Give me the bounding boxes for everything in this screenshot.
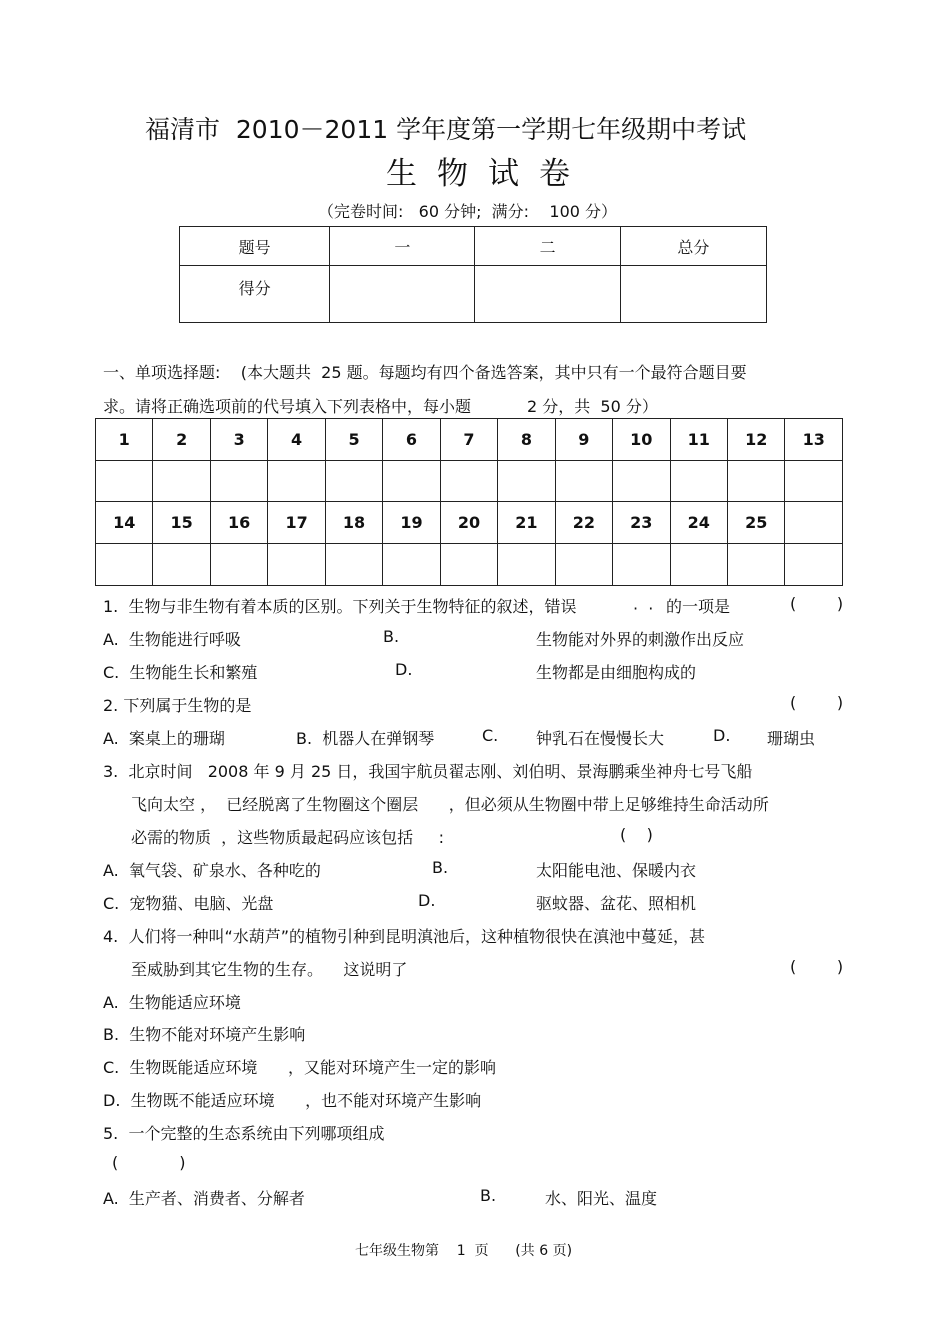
answer-number: 17 <box>268 502 325 544</box>
q5-option-b: 水、阳光、温度 <box>545 1189 658 1208</box>
q4-option-c: C. 生物既能适应环境 ，又能对环境产生一定的影响 <box>103 1058 496 1077</box>
q3-option-c: C. 宠物猫、电脑、光盘 <box>103 894 274 913</box>
answer-number: 23 <box>613 502 670 544</box>
q4-line1: 4. 人们将一种叫“水葫芦”的植物引种到昆明滇池后，这种植物很快在滇池中蔓延，甚 <box>103 927 706 946</box>
score-header-part1: 一 <box>330 227 475 266</box>
score-table <box>179 226 767 323</box>
answer-number: 11 <box>670 419 727 461</box>
q4-option-b: B. 生物不能对环境产生影响 <box>103 1025 306 1044</box>
section1-intro-line2: 求。请将正确选项前的代号填入下列表格中，每小题 2 分，共 50 分） <box>103 397 658 416</box>
q2-stem: 2. 下列属于生物的是 <box>103 696 252 715</box>
answer-table <box>95 418 843 586</box>
q1-option-d-label: D. <box>395 660 413 679</box>
answer-cell[interactable] <box>383 544 440 586</box>
answer-cell[interactable] <box>498 461 555 502</box>
q4-option-a: A. 生物能适应环境 <box>103 993 241 1012</box>
q2-option-d: 珊瑚虫 <box>767 729 816 748</box>
answer-cell[interactable] <box>268 461 325 502</box>
q5-bracket: ( ) <box>112 1153 186 1172</box>
q4-bracket: ( ) <box>790 957 844 976</box>
q3-option-b-label: B. <box>432 858 449 877</box>
answer-cell[interactable] <box>96 461 153 502</box>
score-cell[interactable] <box>475 266 620 323</box>
q1-option-d: 生物都是由细胞构成的 <box>536 663 697 682</box>
answer-number: 20 <box>440 502 497 544</box>
q1-option-a: A. 生物能进行呼吸 <box>103 630 241 649</box>
q5-stem: 5. 一个完整的生态系统由下列哪项组成 <box>103 1124 385 1143</box>
answer-cell[interactable] <box>210 461 267 502</box>
q3-option-b: 太阳能电池、保暖内衣 <box>536 861 697 880</box>
q2-option-b: B. 机器人在弹钢琴 <box>296 729 435 748</box>
answer-number: 2 <box>153 419 210 461</box>
q1-emphasis-dots: · · <box>633 599 654 618</box>
answer-cell[interactable] <box>670 461 727 502</box>
answer-cell[interactable] <box>785 544 843 586</box>
answer-cell[interactable] <box>96 544 153 586</box>
q1-option-b-label: B. <box>383 627 400 646</box>
exam-subtitle: 生物试卷 <box>386 156 590 192</box>
answer-number: 1 <box>96 419 153 461</box>
answer-number: 13 <box>785 419 843 461</box>
answer-cell[interactable] <box>210 544 267 586</box>
answer-cell[interactable] <box>555 461 612 502</box>
answer-cell[interactable] <box>613 461 670 502</box>
q2-option-a: A. 案桌上的珊瑚 <box>103 729 225 748</box>
score-header-total: 总分 <box>620 227 766 266</box>
section1-intro-line1: 一、单项选择题: (本大题共 25 题。每题均有四个备选答案，其中只有一个最符合题目要 <box>103 363 747 382</box>
q3-line2: 飞向太空 ， 已经脱离了生物圈这个圈层 ，但必须从生物圈中带上足够维持生命活动所 <box>131 795 769 814</box>
answer-cell[interactable] <box>727 461 784 502</box>
answer-number: 18 <box>325 502 382 544</box>
answer-number: 9 <box>555 419 612 461</box>
q5-option-a: A. 生产者、消费者、分解者 <box>103 1189 305 1208</box>
answer-number: 8 <box>498 419 555 461</box>
exam-title: 福清市 2010－2011 学年度第一学期七年级期中考试 <box>145 115 747 144</box>
q3-line3: 必需的物质 ，这些物质最起码应该包括 : <box>131 828 444 847</box>
q1-option-b: 生物能对外界的刺激作出反应 <box>536 630 745 649</box>
score-header-part2: 二 <box>475 227 620 266</box>
score-header-number: 题号 <box>180 227 330 266</box>
answer-cell[interactable] <box>325 544 382 586</box>
answer-number: 16 <box>210 502 267 544</box>
q2-bracket: ( ) <box>790 693 844 712</box>
answer-number: 14 <box>96 502 153 544</box>
q2-option-c: 钟乳石在慢慢长大 <box>536 729 665 748</box>
answer-number: 5 <box>325 419 382 461</box>
answer-number: 24 <box>670 502 727 544</box>
answer-number: 19 <box>383 502 440 544</box>
answer-cell[interactable] <box>383 461 440 502</box>
answer-cell[interactable] <box>727 544 784 586</box>
score-row-label: 得分 <box>180 266 330 323</box>
answer-cell[interactable] <box>440 461 497 502</box>
answer-cell[interactable] <box>153 461 210 502</box>
answer-number: 7 <box>440 419 497 461</box>
page-footer: 七年级生物第 1 页 (共 6 页) <box>355 1243 573 1259</box>
score-cell[interactable] <box>330 266 475 323</box>
q3-option-a: A. 氧气袋、矿泉水、各种吃的 <box>103 861 321 880</box>
answer-cell[interactable] <box>670 544 727 586</box>
answer-number <box>785 502 843 544</box>
answer-cell[interactable] <box>440 544 497 586</box>
answer-number: 3 <box>210 419 267 461</box>
answer-number: 22 <box>555 502 612 544</box>
answer-number: 10 <box>613 419 670 461</box>
answer-number: 15 <box>153 502 210 544</box>
q5-option-b-label: B. <box>480 1186 497 1205</box>
answer-cell[interactable] <box>325 461 382 502</box>
q2-option-d-label: D. <box>713 726 731 745</box>
answer-cell[interactable] <box>555 544 612 586</box>
answer-cell[interactable] <box>613 544 670 586</box>
answer-cell[interactable] <box>498 544 555 586</box>
q1-stem: 1. 生物与非生物有着本质的区别。下列关于生物特征的叙述，错误 <box>103 597 577 616</box>
answer-cell[interactable] <box>153 544 210 586</box>
answer-cell[interactable] <box>268 544 325 586</box>
score-cell[interactable] <box>620 266 766 323</box>
answer-number: 25 <box>727 502 784 544</box>
answer-number: 21 <box>498 502 555 544</box>
q4-option-d: D. 生物既不能适应环境 ，也不能对环境产生影响 <box>103 1091 482 1110</box>
answer-number: 6 <box>383 419 440 461</box>
q3-option-d-label: D. <box>418 891 436 910</box>
q1-option-c: C. 生物能生长和繁殖 <box>103 663 258 682</box>
q4-line2: 至威胁到其它生物的生存。 这说明了 <box>131 960 408 979</box>
q3-bracket: ( ) <box>620 825 653 844</box>
answer-cell[interactable] <box>785 461 843 502</box>
exam-time-info: （完卷时间: 60 分钟; 满分: 100 分） <box>318 202 618 221</box>
q3-option-d: 驱蚊器、盆花、照相机 <box>536 894 697 913</box>
answer-number: 4 <box>268 419 325 461</box>
q3-line1: 3. 北京时间 2008 年 9 月 25 日，我国宇航员翟志刚、刘伯明、景海鹏乘坐神舟七号飞船 <box>103 762 753 781</box>
answer-number: 12 <box>727 419 784 461</box>
q2-option-c-label: C. <box>482 726 499 745</box>
q1-bracket: ( ) <box>790 594 844 613</box>
q1-stem-tail: 的一项是 <box>666 597 731 616</box>
